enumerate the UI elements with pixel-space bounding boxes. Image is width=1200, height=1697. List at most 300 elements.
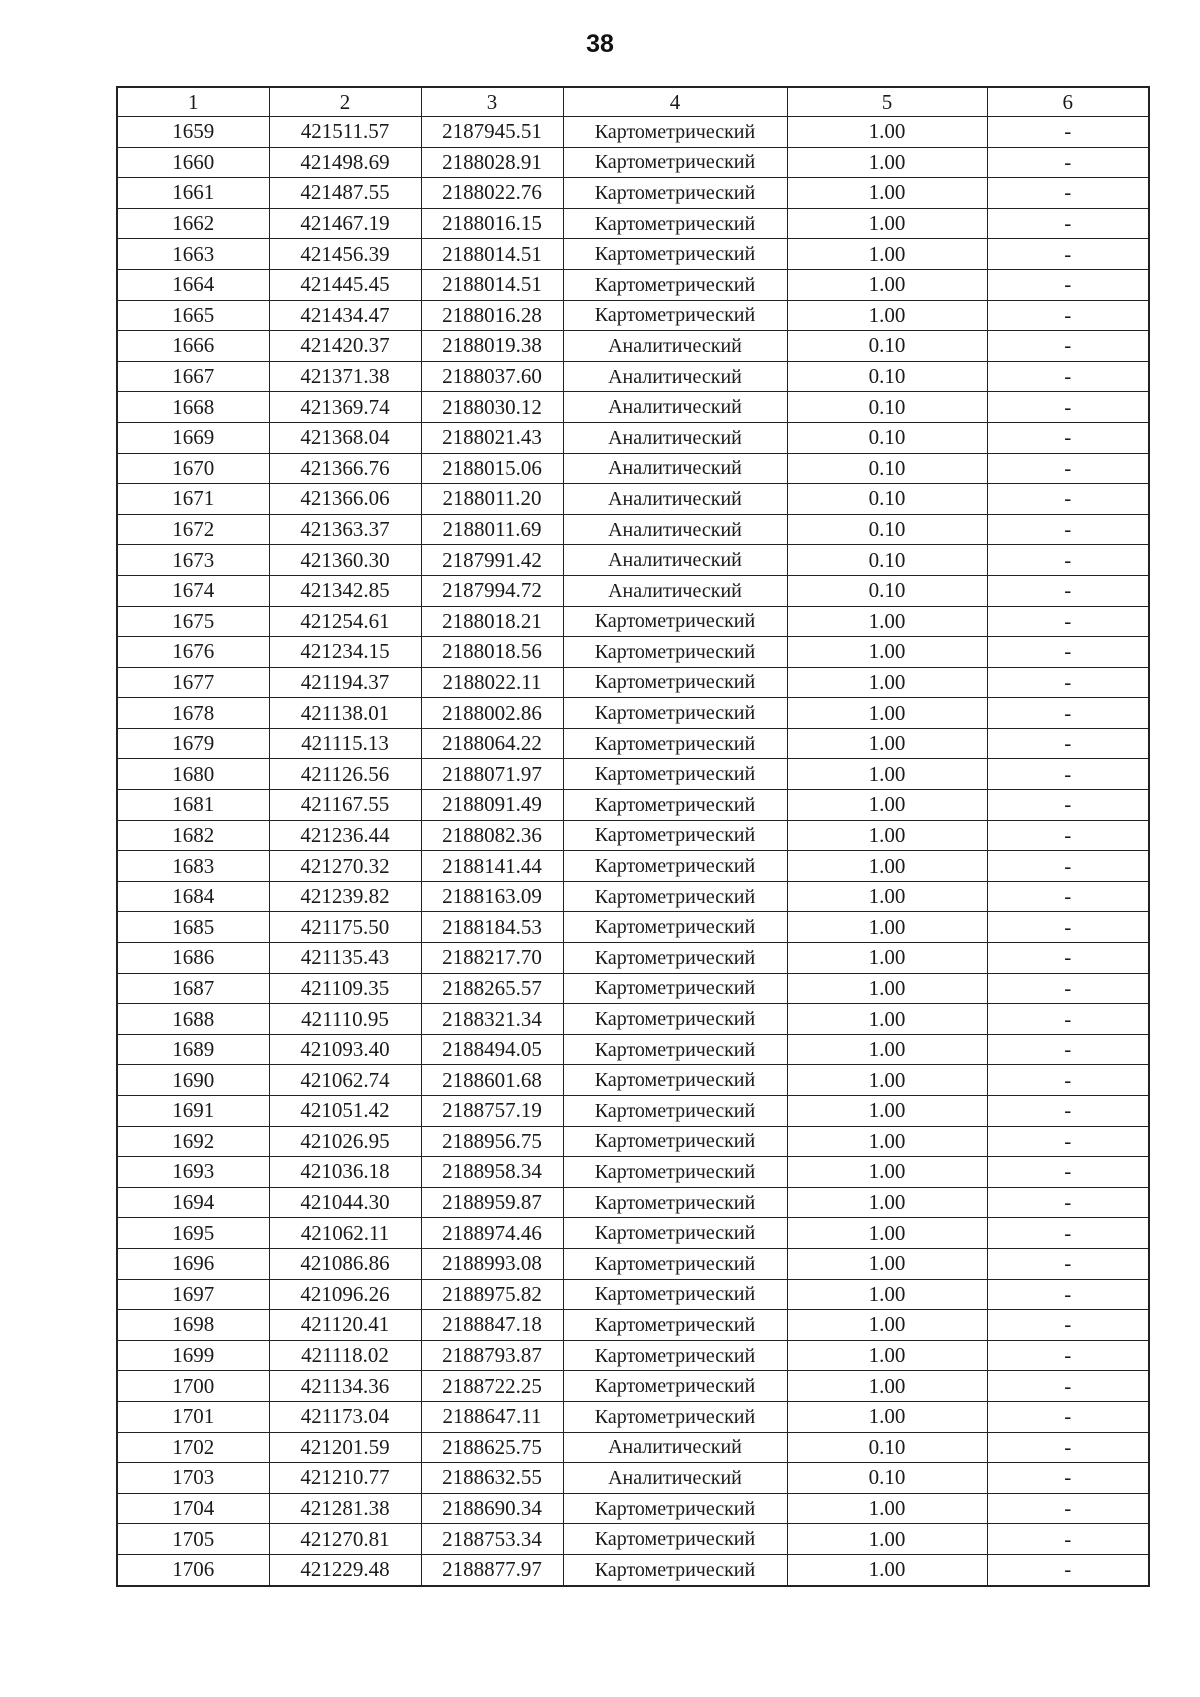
y-coordinate-cell: 2188030.12	[421, 392, 563, 423]
accuracy-cell: 1.00	[787, 973, 987, 1004]
method-cell: Картометрический	[563, 728, 787, 759]
note-cell: -	[987, 392, 1149, 423]
point-number-cell: 1683	[117, 851, 269, 882]
point-number-cell: 1665	[117, 300, 269, 331]
x-coordinate-cell: 421026.95	[269, 1126, 421, 1157]
method-cell: Аналитический	[563, 422, 787, 453]
x-coordinate-cell: 421270.81	[269, 1524, 421, 1555]
point-number-cell: 1689	[117, 1034, 269, 1065]
y-coordinate-cell: 2188014.51	[421, 269, 563, 300]
y-coordinate-cell: 2188975.82	[421, 1279, 563, 1310]
method-cell: Картометрический	[563, 912, 787, 943]
method-cell: Картометрический	[563, 637, 787, 668]
point-number-cell: 1670	[117, 453, 269, 484]
note-cell: -	[987, 1524, 1149, 1555]
y-coordinate-cell: 2188091.49	[421, 790, 563, 821]
column-header: 6	[987, 87, 1149, 117]
point-number-cell: 1704	[117, 1493, 269, 1524]
table-row	[117, 1279, 1149, 1310]
accuracy-cell: 0.10	[787, 453, 987, 484]
y-coordinate-cell: 2188071.97	[421, 759, 563, 790]
accuracy-cell: 0.10	[787, 392, 987, 423]
method-cell: Аналитический	[563, 1432, 787, 1463]
accuracy-cell: 1.00	[787, 1126, 987, 1157]
x-coordinate-cell: 421270.32	[269, 851, 421, 882]
note-cell: -	[987, 1279, 1149, 1310]
note-cell: -	[987, 1401, 1149, 1432]
method-cell: Картометрический	[563, 1371, 787, 1402]
accuracy-cell: 1.00	[787, 1218, 987, 1249]
table-row	[117, 912, 1149, 943]
x-coordinate-cell: 421086.86	[269, 1248, 421, 1279]
note-cell: -	[987, 1493, 1149, 1524]
accuracy-cell: 1.00	[787, 1034, 987, 1065]
note-cell: -	[987, 300, 1149, 331]
note-cell: -	[987, 1126, 1149, 1157]
note-cell: -	[987, 147, 1149, 178]
point-number-cell: 1669	[117, 422, 269, 453]
accuracy-cell: 1.00	[787, 912, 987, 943]
point-number-cell: 1672	[117, 514, 269, 545]
x-coordinate-cell: 421062.11	[269, 1218, 421, 1249]
accuracy-cell: 0.10	[787, 422, 987, 453]
table-row	[117, 1310, 1149, 1341]
y-coordinate-cell: 2188847.18	[421, 1310, 563, 1341]
y-coordinate-cell: 2188265.57	[421, 973, 563, 1004]
y-coordinate-cell: 2188016.28	[421, 300, 563, 331]
point-number-cell: 1663	[117, 239, 269, 270]
method-cell: Картометрический	[563, 117, 787, 148]
method-cell: Картометрический	[563, 1554, 787, 1585]
table-row	[117, 1432, 1149, 1463]
table-row	[117, 1157, 1149, 1188]
note-cell: -	[987, 667, 1149, 698]
y-coordinate-cell: 2188011.20	[421, 484, 563, 515]
method-cell: Аналитический	[563, 545, 787, 576]
note-cell: -	[987, 1187, 1149, 1218]
note-cell: -	[987, 239, 1149, 270]
y-coordinate-cell: 2188021.43	[421, 422, 563, 453]
method-cell: Картометрический	[563, 1065, 787, 1096]
column-header: 2	[269, 87, 421, 117]
point-number-cell: 1690	[117, 1065, 269, 1096]
x-coordinate-cell: 421115.13	[269, 728, 421, 759]
accuracy-cell: 0.10	[787, 361, 987, 392]
table-row	[117, 514, 1149, 545]
page-number: 38	[586, 30, 614, 58]
y-coordinate-cell: 2187994.72	[421, 575, 563, 606]
method-cell: Аналитический	[563, 575, 787, 606]
table-row	[117, 117, 1149, 148]
table-row	[117, 147, 1149, 178]
point-number-cell: 1667	[117, 361, 269, 392]
point-number-cell: 1700	[117, 1371, 269, 1402]
point-number-cell: 1699	[117, 1340, 269, 1371]
method-cell: Картометрический	[563, 1248, 787, 1279]
method-cell: Картометрический	[563, 239, 787, 270]
accuracy-cell: 0.10	[787, 484, 987, 515]
accuracy-cell: 1.00	[787, 1096, 987, 1127]
method-cell: Аналитический	[563, 514, 787, 545]
table-row	[117, 759, 1149, 790]
method-cell: Аналитический	[563, 392, 787, 423]
method-cell: Картометрический	[563, 269, 787, 300]
y-coordinate-cell: 2188877.97	[421, 1554, 563, 1585]
table-row	[117, 1463, 1149, 1494]
accuracy-cell: 1.00	[787, 728, 987, 759]
note-cell: -	[987, 728, 1149, 759]
accuracy-cell: 1.00	[787, 1340, 987, 1371]
point-number-cell: 1687	[117, 973, 269, 1004]
table-row	[117, 484, 1149, 515]
x-coordinate-cell: 421456.39	[269, 239, 421, 270]
table-row	[117, 1524, 1149, 1555]
x-coordinate-cell: 421363.37	[269, 514, 421, 545]
x-coordinate-cell: 421201.59	[269, 1432, 421, 1463]
table-row	[117, 239, 1149, 270]
note-cell: -	[987, 943, 1149, 974]
point-number-cell: 1686	[117, 943, 269, 974]
y-coordinate-cell: 2188632.55	[421, 1463, 563, 1494]
accuracy-cell: 1.00	[787, 1065, 987, 1096]
table-row	[117, 361, 1149, 392]
y-coordinate-cell: 2188141.44	[421, 851, 563, 882]
x-coordinate-cell: 421134.36	[269, 1371, 421, 1402]
point-number-cell: 1671	[117, 484, 269, 515]
note-cell: -	[987, 545, 1149, 576]
accuracy-cell: 0.10	[787, 575, 987, 606]
table-row	[117, 1065, 1149, 1096]
method-cell: Картометрический	[563, 1187, 787, 1218]
x-coordinate-cell: 421234.15	[269, 637, 421, 668]
note-cell: -	[987, 606, 1149, 637]
note-cell: -	[987, 1157, 1149, 1188]
point-number-cell: 1694	[117, 1187, 269, 1218]
note-cell: -	[987, 575, 1149, 606]
note-cell: -	[987, 1310, 1149, 1341]
method-cell: Картометрический	[563, 881, 787, 912]
y-coordinate-cell: 2188002.86	[421, 698, 563, 729]
accuracy-cell: 1.00	[787, 1524, 987, 1555]
note-cell: -	[987, 1065, 1149, 1096]
table-row	[117, 575, 1149, 606]
point-number-cell: 1691	[117, 1096, 269, 1127]
point-number-cell: 1659	[117, 117, 269, 148]
note-cell: -	[987, 851, 1149, 882]
note-cell: -	[987, 1004, 1149, 1035]
note-cell: -	[987, 208, 1149, 239]
point-number-cell: 1661	[117, 178, 269, 209]
point-number-cell: 1702	[117, 1432, 269, 1463]
x-coordinate-cell: 421366.76	[269, 453, 421, 484]
accuracy-cell: 1.00	[787, 943, 987, 974]
y-coordinate-cell: 2187991.42	[421, 545, 563, 576]
note-cell: -	[987, 1034, 1149, 1065]
note-cell: -	[987, 1218, 1149, 1249]
x-coordinate-cell: 421369.74	[269, 392, 421, 423]
point-number-cell: 1705	[117, 1524, 269, 1555]
note-cell: -	[987, 484, 1149, 515]
point-number-cell: 1680	[117, 759, 269, 790]
y-coordinate-cell: 2188022.76	[421, 178, 563, 209]
x-coordinate-cell: 421371.38	[269, 361, 421, 392]
table-row	[117, 422, 1149, 453]
point-number-cell: 1684	[117, 881, 269, 912]
accuracy-cell: 0.10	[787, 514, 987, 545]
table-body	[117, 117, 1149, 1586]
note-cell: -	[987, 1371, 1149, 1402]
table-row	[117, 1248, 1149, 1279]
y-coordinate-cell: 2188082.36	[421, 820, 563, 851]
table-row	[117, 1340, 1149, 1371]
x-coordinate-cell: 421254.61	[269, 606, 421, 637]
y-coordinate-cell: 2188757.19	[421, 1096, 563, 1127]
accuracy-cell: 1.00	[787, 759, 987, 790]
accuracy-cell: 1.00	[787, 790, 987, 821]
method-cell: Картометрический	[563, 147, 787, 178]
y-coordinate-cell: 2188018.21	[421, 606, 563, 637]
x-coordinate-cell: 421281.38	[269, 1493, 421, 1524]
x-coordinate-cell: 421239.82	[269, 881, 421, 912]
x-coordinate-cell: 421420.37	[269, 331, 421, 362]
method-cell: Картометрический	[563, 1310, 787, 1341]
note-cell: -	[987, 117, 1149, 148]
accuracy-cell: 1.00	[787, 117, 987, 148]
point-number-cell: 1688	[117, 1004, 269, 1035]
method-cell: Аналитический	[563, 453, 787, 484]
y-coordinate-cell: 2188028.91	[421, 147, 563, 178]
method-cell: Картометрический	[563, 1157, 787, 1188]
point-number-cell: 1676	[117, 637, 269, 668]
x-coordinate-cell: 421093.40	[269, 1034, 421, 1065]
point-number-cell: 1701	[117, 1401, 269, 1432]
accuracy-cell: 1.00	[787, 1554, 987, 1585]
x-coordinate-cell: 421096.26	[269, 1279, 421, 1310]
accuracy-cell: 1.00	[787, 1310, 987, 1341]
method-cell: Картометрический	[563, 1340, 787, 1371]
accuracy-cell: 1.00	[787, 147, 987, 178]
point-number-cell: 1660	[117, 147, 269, 178]
coordinates-table	[116, 86, 1150, 1587]
x-coordinate-cell: 421368.04	[269, 422, 421, 453]
point-number-cell: 1664	[117, 269, 269, 300]
accuracy-cell: 1.00	[787, 667, 987, 698]
method-cell: Картометрический	[563, 698, 787, 729]
y-coordinate-cell: 2188163.09	[421, 881, 563, 912]
x-coordinate-cell: 421138.01	[269, 698, 421, 729]
method-cell: Картометрический	[563, 1096, 787, 1127]
method-cell: Картометрический	[563, 606, 787, 637]
x-coordinate-cell: 421229.48	[269, 1554, 421, 1585]
table-row	[117, 1096, 1149, 1127]
accuracy-cell: 1.00	[787, 606, 987, 637]
table-row	[117, 1401, 1149, 1432]
table-row	[117, 178, 1149, 209]
x-coordinate-cell: 421434.47	[269, 300, 421, 331]
table-row	[117, 453, 1149, 484]
x-coordinate-cell: 421210.77	[269, 1463, 421, 1494]
table-row	[117, 820, 1149, 851]
point-number-cell: 1668	[117, 392, 269, 423]
point-number-cell: 1696	[117, 1248, 269, 1279]
table-row	[117, 973, 1149, 1004]
method-cell: Картометрический	[563, 667, 787, 698]
x-coordinate-cell: 421044.30	[269, 1187, 421, 1218]
accuracy-cell: 1.00	[787, 208, 987, 239]
point-number-cell: 1695	[117, 1218, 269, 1249]
point-number-cell: 1673	[117, 545, 269, 576]
accuracy-cell: 1.00	[787, 851, 987, 882]
accuracy-cell: 1.00	[787, 1279, 987, 1310]
y-coordinate-cell: 2187945.51	[421, 117, 563, 148]
note-cell: -	[987, 269, 1149, 300]
method-cell: Картометрический	[563, 943, 787, 974]
y-coordinate-cell: 2188793.87	[421, 1340, 563, 1371]
method-cell: Аналитический	[563, 331, 787, 362]
method-cell: Картометрический	[563, 1034, 787, 1065]
x-coordinate-cell: 421194.37	[269, 667, 421, 698]
x-coordinate-cell: 421135.43	[269, 943, 421, 974]
accuracy-cell: 1.00	[787, 637, 987, 668]
table-row	[117, 943, 1149, 974]
point-number-cell: 1677	[117, 667, 269, 698]
accuracy-cell: 1.00	[787, 1371, 987, 1402]
x-coordinate-cell: 421118.02	[269, 1340, 421, 1371]
accuracy-cell: 1.00	[787, 178, 987, 209]
method-cell: Картометрический	[563, 973, 787, 1004]
x-coordinate-cell: 421360.30	[269, 545, 421, 576]
x-coordinate-cell: 421467.19	[269, 208, 421, 239]
x-coordinate-cell: 421173.04	[269, 1401, 421, 1432]
method-cell: Аналитический	[563, 1463, 787, 1494]
table-header-row	[117, 87, 1149, 117]
accuracy-cell: 0.10	[787, 331, 987, 362]
accuracy-cell: 1.00	[787, 1401, 987, 1432]
y-coordinate-cell: 2188974.46	[421, 1218, 563, 1249]
x-coordinate-cell: 421109.35	[269, 973, 421, 1004]
table-row	[117, 698, 1149, 729]
table-row	[117, 1187, 1149, 1218]
x-coordinate-cell: 421120.41	[269, 1310, 421, 1341]
y-coordinate-cell: 2188015.06	[421, 453, 563, 484]
accuracy-cell: 1.00	[787, 698, 987, 729]
point-number-cell: 1666	[117, 331, 269, 362]
x-coordinate-cell: 421366.06	[269, 484, 421, 515]
note-cell: -	[987, 759, 1149, 790]
point-number-cell: 1685	[117, 912, 269, 943]
point-number-cell: 1682	[117, 820, 269, 851]
table-row	[117, 728, 1149, 759]
method-cell: Картометрический	[563, 1401, 787, 1432]
column-header: 5	[787, 87, 987, 117]
method-cell: Картометрический	[563, 759, 787, 790]
accuracy-cell: 0.10	[787, 1463, 987, 1494]
table-row	[117, 545, 1149, 576]
x-coordinate-cell: 421062.74	[269, 1065, 421, 1096]
method-cell: Картометрический	[563, 1004, 787, 1035]
x-coordinate-cell: 421175.50	[269, 912, 421, 943]
column-header: 1	[117, 87, 269, 117]
y-coordinate-cell: 2188064.22	[421, 728, 563, 759]
y-coordinate-cell: 2188753.34	[421, 1524, 563, 1555]
x-coordinate-cell: 421342.85	[269, 575, 421, 606]
point-number-cell: 1698	[117, 1310, 269, 1341]
x-coordinate-cell: 421236.44	[269, 820, 421, 851]
note-cell: -	[987, 1248, 1149, 1279]
note-cell: -	[987, 1096, 1149, 1127]
note-cell: -	[987, 790, 1149, 821]
x-coordinate-cell: 421167.55	[269, 790, 421, 821]
y-coordinate-cell: 2188958.34	[421, 1157, 563, 1188]
table-row	[117, 1554, 1149, 1585]
y-coordinate-cell: 2188601.68	[421, 1065, 563, 1096]
table-row	[117, 1126, 1149, 1157]
table-row	[117, 300, 1149, 331]
method-cell: Картометрический	[563, 1279, 787, 1310]
method-cell: Картометрический	[563, 790, 787, 821]
table-row	[117, 667, 1149, 698]
y-coordinate-cell: 2188019.38	[421, 331, 563, 362]
point-number-cell: 1681	[117, 790, 269, 821]
point-number-cell: 1678	[117, 698, 269, 729]
accuracy-cell: 1.00	[787, 881, 987, 912]
column-header: 4	[563, 87, 787, 117]
method-cell: Картометрический	[563, 1218, 787, 1249]
note-cell: -	[987, 973, 1149, 1004]
note-cell: -	[987, 514, 1149, 545]
y-coordinate-cell: 2188494.05	[421, 1034, 563, 1065]
method-cell: Картометрический	[563, 851, 787, 882]
note-cell: -	[987, 453, 1149, 484]
table-row	[117, 269, 1149, 300]
accuracy-cell: 1.00	[787, 820, 987, 851]
note-cell: -	[987, 1340, 1149, 1371]
y-coordinate-cell: 2188184.53	[421, 912, 563, 943]
table-row	[117, 208, 1149, 239]
accuracy-cell: 1.00	[787, 239, 987, 270]
y-coordinate-cell: 2188722.25	[421, 1371, 563, 1402]
point-number-cell: 1692	[117, 1126, 269, 1157]
note-cell: -	[987, 1463, 1149, 1494]
note-cell: -	[987, 331, 1149, 362]
table-row	[117, 637, 1149, 668]
y-coordinate-cell: 2188022.11	[421, 667, 563, 698]
table-row	[117, 1034, 1149, 1065]
table-row	[117, 606, 1149, 637]
table-row	[117, 790, 1149, 821]
table-row	[117, 331, 1149, 362]
note-cell: -	[987, 698, 1149, 729]
note-cell: -	[987, 1432, 1149, 1463]
method-cell: Картометрический	[563, 300, 787, 331]
note-cell: -	[987, 1554, 1149, 1585]
table-row	[117, 1004, 1149, 1035]
y-coordinate-cell: 2188011.69	[421, 514, 563, 545]
accuracy-cell: 1.00	[787, 269, 987, 300]
method-cell: Картометрический	[563, 820, 787, 851]
y-coordinate-cell: 2188959.87	[421, 1187, 563, 1218]
accuracy-cell: 1.00	[787, 1187, 987, 1218]
y-coordinate-cell: 2188647.11	[421, 1401, 563, 1432]
method-cell: Картометрический	[563, 208, 787, 239]
table-row	[117, 851, 1149, 882]
x-coordinate-cell: 421051.42	[269, 1096, 421, 1127]
y-coordinate-cell: 2188690.34	[421, 1493, 563, 1524]
accuracy-cell: 0.10	[787, 1432, 987, 1463]
accuracy-cell: 1.00	[787, 1493, 987, 1524]
point-number-cell: 1674	[117, 575, 269, 606]
point-number-cell: 1679	[117, 728, 269, 759]
